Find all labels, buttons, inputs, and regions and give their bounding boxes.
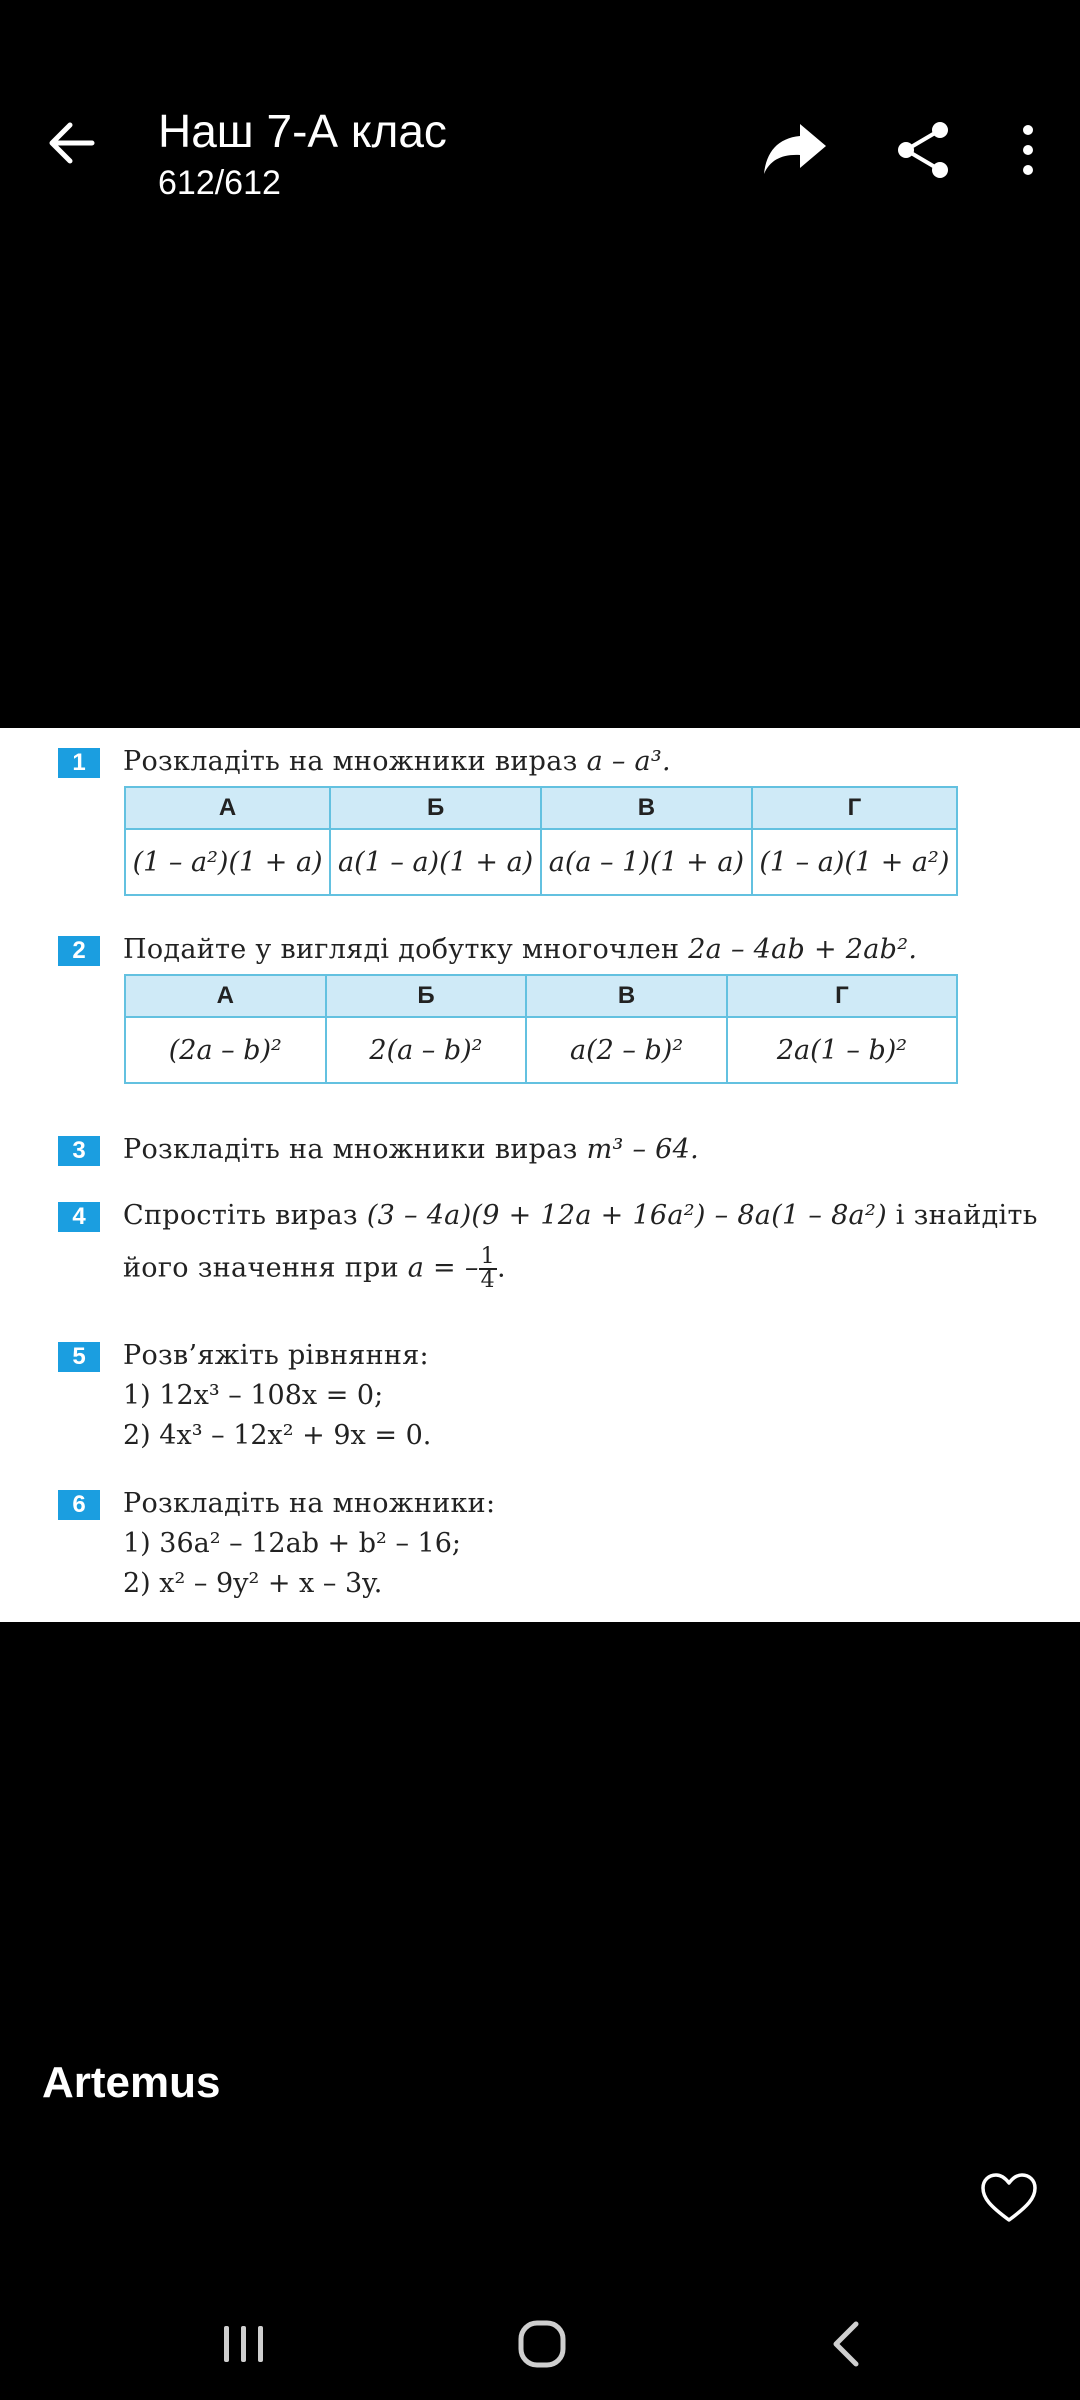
task-expression: a = –	[407, 1252, 479, 1284]
answer-cell: (1 – a²)(1 + a)	[125, 829, 330, 895]
fraction	[479, 1246, 497, 1292]
task-question: Подайте у вигляді добутку многочлен	[123, 934, 680, 965]
system-nav-bar	[0, 2300, 1080, 2400]
task-number: 6	[58, 1490, 100, 1520]
task-text-line2: його значення при a = – $\frac{1}{4}$ .	[123, 1244, 506, 1293]
task-number: 4	[58, 1202, 100, 1232]
answer-cell: 2(a – b)²	[326, 1017, 527, 1083]
photo-counter: 612/612	[158, 164, 281, 202]
recent-apps-button[interactable]	[218, 2320, 270, 2368]
answer-cell: 2a(1 – b)²	[727, 1017, 957, 1083]
more-vertical-icon	[1010, 118, 1046, 182]
photo-image[interactable]	[0, 728, 1080, 1622]
answer-header: Г	[752, 787, 957, 829]
answer-header: В	[526, 975, 727, 1017]
app-bar	[0, 0, 1080, 260]
task-text: Розв’яжіть рівняння:	[123, 1340, 429, 1371]
task-number: 1	[58, 748, 100, 778]
answer-header: Б	[326, 975, 527, 1017]
forward-button[interactable]	[760, 118, 830, 180]
task-text	[123, 1200, 1038, 1231]
task-question-end: і знайдіть	[895, 1200, 1038, 1231]
task-expression: 2a – 4ab + 2ab².	[688, 934, 918, 965]
task-text: Розкладіть на множники:	[123, 1488, 496, 1519]
fraction-numerator: 1	[480, 1244, 495, 1269]
task-item: 1) 36a² – 12ab + b² – 16;	[123, 1528, 461, 1559]
task-item: 1) 12x³ – 108x = 0;	[123, 1380, 384, 1411]
task-text	[123, 746, 671, 777]
task-number: 3	[58, 1136, 100, 1166]
heart-icon	[980, 2172, 1038, 2224]
answer-cell: a(1 – a)(1 + a)	[330, 829, 541, 895]
task-question: Спростіть вираз	[123, 1200, 358, 1231]
fraction-denominator: 4	[480, 1268, 495, 1293]
sender-name: Artemus	[42, 2058, 221, 2107]
chat-title: Наш 7-А клас	[158, 105, 447, 157]
task-number: 2	[58, 936, 100, 966]
home-icon	[516, 2318, 568, 2370]
answer-header: А	[125, 975, 326, 1017]
answer-header: А	[125, 787, 330, 829]
task-question: Розкладіть на множники вираз	[123, 1134, 578, 1165]
task-item: 2) 4x³ – 12x² + 9x = 0.	[123, 1420, 432, 1451]
task-text	[123, 934, 917, 965]
task-expression: m³ – 64.	[586, 1134, 699, 1165]
nav-back-icon	[826, 2318, 866, 2370]
answer-table	[124, 974, 958, 1084]
task-question: Розкладіть на множники вираз	[123, 746, 578, 777]
nav-back-button[interactable]	[826, 2318, 866, 2370]
task-item: 2) x² – 9y² + x – 3y.	[123, 1568, 383, 1599]
recent-apps-icon	[218, 2320, 270, 2368]
forward-arrow-icon	[760, 118, 830, 180]
home-button[interactable]	[516, 2318, 568, 2370]
arrow-left-icon	[40, 110, 106, 176]
more-options-button[interactable]	[1010, 118, 1046, 182]
back-button[interactable]	[40, 110, 106, 176]
task-text	[123, 1134, 699, 1165]
answer-header: Г	[727, 975, 957, 1017]
task-number: 5	[58, 1342, 100, 1372]
answer-table	[124, 786, 958, 896]
task-question: його значення при	[123, 1252, 399, 1284]
answer-cell: (1 – a)(1 + a²)	[752, 829, 957, 895]
answer-header: Б	[330, 787, 541, 829]
answer-cell: a(a – 1)(1 + a)	[541, 829, 752, 895]
share-icon	[892, 118, 956, 182]
answer-cell: (2a – b)²	[125, 1017, 326, 1083]
task-expression: (3 – 4a)(9 + 12a + 16a²) – 8a(1 – 8a²)	[366, 1200, 887, 1231]
answer-cell: a(2 – b)²	[526, 1017, 727, 1083]
like-button[interactable]	[980, 2172, 1038, 2224]
task-expression: a – a³.	[586, 746, 671, 777]
share-button[interactable]	[892, 118, 956, 182]
answer-header: В	[541, 787, 752, 829]
